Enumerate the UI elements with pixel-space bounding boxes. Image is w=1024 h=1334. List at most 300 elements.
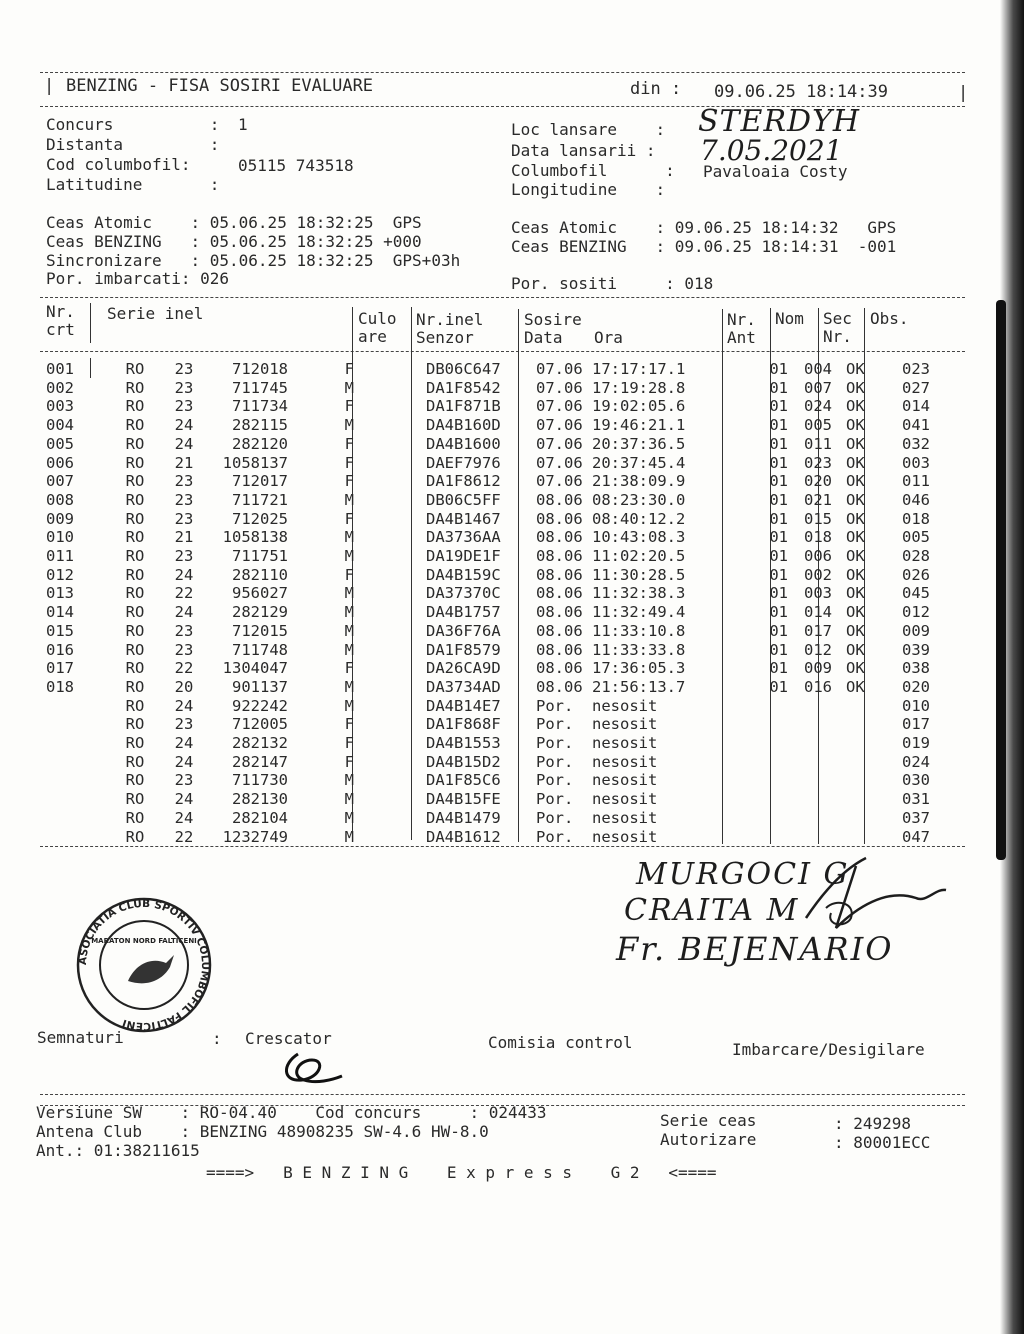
cell-ring: 1304047 xyxy=(222,659,288,678)
divider xyxy=(40,72,965,73)
cell-ora: 20:37:45.4 xyxy=(592,453,686,472)
cell-sen: DA36F76A xyxy=(426,621,501,640)
columbofil-label: Columbofil : xyxy=(511,161,675,180)
cell-ant: 01 xyxy=(769,528,788,547)
cell-date: Por. xyxy=(536,734,574,753)
cell-ant: 01 xyxy=(769,453,788,472)
table-row xyxy=(40,790,962,809)
table-row xyxy=(40,584,962,603)
cell-date: 08.06 xyxy=(536,528,583,547)
header-senzor: Senzor xyxy=(416,328,474,347)
autorizare-label: Autorizare xyxy=(660,1130,757,1149)
cell-yy: 20 xyxy=(174,677,194,696)
data-lansarii-label: Data lansarii : xyxy=(511,141,656,160)
cell-obs: 005 xyxy=(902,528,930,547)
cell-ro: RO xyxy=(125,640,145,659)
crescator-label: Crescator xyxy=(245,1029,332,1048)
table-row xyxy=(40,360,962,379)
table-row xyxy=(40,678,962,697)
cell-ant xyxy=(742,697,794,716)
sincronizare: Sincronizare : 05.06.25 18:32:25 GPS+03h xyxy=(46,251,461,270)
cell-yy: 21 xyxy=(174,453,194,472)
cell-nr: 011 xyxy=(46,547,74,566)
cell-sx: F xyxy=(344,434,354,453)
cell-nr xyxy=(40,734,106,753)
cell-nr xyxy=(40,697,106,716)
col-rule xyxy=(90,303,91,343)
cell-culo xyxy=(366,828,422,847)
cell-date: 08.06 xyxy=(536,547,583,566)
table-row xyxy=(40,379,962,398)
cell-ring: 1058137 xyxy=(222,453,288,472)
cell-date: 08.06 xyxy=(536,490,583,509)
table-row xyxy=(40,547,962,566)
cell-ora: nesosit xyxy=(592,715,658,734)
cell-sen: DA4B1467 xyxy=(426,509,501,528)
cell-nom: 005 xyxy=(804,416,832,435)
data-lansarii-handwritten: 7.05.2021 xyxy=(700,134,843,167)
cell-obs: 010 xyxy=(902,696,930,715)
cell-obs: 038 xyxy=(902,659,930,678)
cell-date: 07.06 xyxy=(536,434,583,453)
cell-ant: 01 xyxy=(769,584,788,603)
concurs-value: 1 xyxy=(238,115,248,134)
header-serie-inel: Serie inel xyxy=(107,304,204,323)
cell-ant: 01 xyxy=(769,378,788,397)
cell-date: 08.06 xyxy=(536,565,583,584)
cell-ant xyxy=(742,828,794,847)
cell-date: 08.06 xyxy=(536,621,583,640)
din-label: din : xyxy=(630,79,682,99)
cell-sx: F xyxy=(344,472,354,491)
cod-label: Cod columbofil: xyxy=(46,155,191,174)
cell-sen: DA3734AD xyxy=(426,677,501,696)
cell-ring: 282129 xyxy=(232,603,288,622)
cell-yy: 22 xyxy=(174,584,194,603)
cell-culo xyxy=(366,715,422,734)
cell-date: 08.06 xyxy=(536,603,583,622)
por-sositi: Por. sositi : 018 xyxy=(511,274,714,293)
cell-ro: RO xyxy=(125,490,145,509)
cell-sen: DA3736AA xyxy=(426,528,501,547)
cell-ring: 282120 xyxy=(232,434,288,453)
cell-sen: DB06C5FF xyxy=(426,490,501,509)
cell-sx: M xyxy=(344,416,354,435)
cell-ring: 282104 xyxy=(232,808,288,827)
cell-yy: 22 xyxy=(174,827,194,846)
cell-sec: OK xyxy=(846,677,865,696)
cell-nom: 003 xyxy=(804,584,832,603)
cell-nom: 020 xyxy=(804,472,832,491)
cell-ro: RO xyxy=(125,659,145,678)
cell-sec: OK xyxy=(846,397,865,416)
cell-nom: 017 xyxy=(804,621,832,640)
cell-yy: 23 xyxy=(174,509,194,528)
cell-yy: 24 xyxy=(174,565,194,584)
cell-culo xyxy=(366,734,422,753)
cell-ring: 922242 xyxy=(232,696,288,715)
cell-nom: 007 xyxy=(804,378,832,397)
din-value: 09.06.25 18:14:39 xyxy=(714,82,888,102)
comisia-label: Comisia control xyxy=(488,1033,633,1052)
cell-sec: OK xyxy=(846,565,865,584)
cell-nr: 018 xyxy=(46,677,74,696)
cell-ora: 17:17:17.1 xyxy=(592,360,686,378)
cell-sen: DA1F8579 xyxy=(426,640,501,659)
cell-ring: 711748 xyxy=(232,640,288,659)
cell-sx: F xyxy=(344,509,354,528)
cell-ro: RO xyxy=(125,528,145,547)
cell-nom: 023 xyxy=(804,453,832,472)
cell-ora: 20:37:36.5 xyxy=(592,434,686,453)
divider xyxy=(40,297,965,298)
cell-ant xyxy=(742,771,794,790)
cell-ring: 711721 xyxy=(232,490,288,509)
cell-obs: 028 xyxy=(902,547,930,566)
cell-ro: RO xyxy=(125,416,145,435)
cell-sen: DA1F85C6 xyxy=(426,771,501,790)
header-ant: Ant xyxy=(727,328,756,347)
cell-nom xyxy=(794,715,842,734)
cell-ro: RO xyxy=(125,771,145,790)
cell-ring: 901137 xyxy=(232,677,288,696)
table-row xyxy=(40,809,962,828)
cell-obs: 041 xyxy=(902,416,930,435)
cell-date: 08.06 xyxy=(536,677,583,696)
cell-ora: nesosit xyxy=(592,752,658,771)
concurs-label: Concurs : xyxy=(46,115,220,134)
cell-nr xyxy=(40,790,106,809)
table-row xyxy=(40,771,962,790)
cell-date: 08.06 xyxy=(536,584,583,603)
cell-obs: 045 xyxy=(902,584,930,603)
cell-yy: 23 xyxy=(174,621,194,640)
cell-sec xyxy=(842,809,892,828)
cell-sen: DA4B1757 xyxy=(426,603,501,622)
cell-obs: 030 xyxy=(902,771,930,790)
cell-sen: DA1F868F xyxy=(426,715,501,734)
cell-sx: M xyxy=(344,490,354,509)
cell-nom: 021 xyxy=(804,490,832,509)
cell-obs: 027 xyxy=(902,378,930,397)
cell-sen: DA1F8542 xyxy=(426,378,501,397)
cell-nom xyxy=(794,809,842,828)
cell-culo xyxy=(366,379,422,398)
cell-culo xyxy=(366,697,422,716)
cell-nr: 015 xyxy=(46,621,74,640)
cell-yy: 24 xyxy=(174,416,194,435)
cell-ant: 01 xyxy=(769,621,788,640)
cell-date: 07.06 xyxy=(536,360,583,378)
cell-sec: OK xyxy=(846,509,865,528)
cell-obs: 012 xyxy=(902,603,930,622)
cell-ro: RO xyxy=(125,677,145,696)
cell-ring: 711745 xyxy=(232,378,288,397)
table-row xyxy=(40,697,962,716)
cell-ring: 712005 xyxy=(232,715,288,734)
cell-nr: 014 xyxy=(46,603,74,622)
cell-date: 08.06 xyxy=(536,509,583,528)
cell-nr: 007 xyxy=(46,472,74,491)
cell-nom: 006 xyxy=(804,547,832,566)
cell-ant: 01 xyxy=(769,509,788,528)
cell-sen: DA4B1479 xyxy=(426,808,501,827)
cell-sen: DA37370C xyxy=(426,584,501,603)
cell-nom: 015 xyxy=(804,509,832,528)
cell-yy: 24 xyxy=(174,696,194,715)
cell-culo xyxy=(366,641,422,660)
cell-yy: 22 xyxy=(174,659,194,678)
cell-obs: 020 xyxy=(902,677,930,696)
cell-yy: 23 xyxy=(174,771,194,790)
cell-nr: 010 xyxy=(46,528,74,547)
cell-ro: RO xyxy=(125,715,145,734)
cell-obs: 014 xyxy=(902,397,930,416)
cell-sx: F xyxy=(344,453,354,472)
handwritten-name-2: CRAITA M xyxy=(624,893,800,928)
cell-ring: 711751 xyxy=(232,547,288,566)
por-imbarcati: Por. imbarcati: 026 xyxy=(46,269,230,288)
cell-obs: 023 xyxy=(902,360,930,378)
cell-nr xyxy=(40,753,106,772)
cell-ant: 01 xyxy=(769,677,788,696)
loc-lansare-handwritten: STERDYH xyxy=(698,104,861,139)
crescator-signature xyxy=(276,1050,346,1088)
cell-sen: DA1F871B xyxy=(426,397,501,416)
cell-ring: 282130 xyxy=(232,790,288,809)
cell-nr: 017 xyxy=(46,659,74,678)
cell-ora: 11:32:38.3 xyxy=(592,584,686,603)
cell-sen: DA4B15FE xyxy=(426,790,501,809)
divider xyxy=(40,846,965,847)
header-obs: Obs. xyxy=(870,309,909,328)
cell-sec xyxy=(842,753,892,772)
cell-nr: 003 xyxy=(46,397,74,416)
cell-sec xyxy=(842,790,892,809)
cell-ora: 11:33:33.8 xyxy=(592,640,686,659)
cell-sec: OK xyxy=(846,378,865,397)
cell-nom xyxy=(794,771,842,790)
ceas-benzing-end: Ceas BENZING : 09.06.25 18:14:31 -001 xyxy=(511,237,897,256)
cell-ant xyxy=(742,734,794,753)
cell-sx: M xyxy=(344,547,354,566)
cell-culo xyxy=(366,435,422,454)
table-row xyxy=(40,472,962,491)
cell-sx: F xyxy=(344,715,354,734)
cell-ora: nesosit xyxy=(592,827,658,846)
cell-ant: 01 xyxy=(769,360,788,378)
cell-nom xyxy=(794,697,842,716)
cell-ora: 19:46:21.1 xyxy=(592,416,686,435)
cell-obs: 031 xyxy=(902,790,930,809)
cell-ro: RO xyxy=(125,565,145,584)
cell-ora: nesosit xyxy=(592,696,658,715)
cell-ant: 01 xyxy=(769,659,788,678)
cell-nr: 016 xyxy=(46,640,74,659)
cell-culo xyxy=(366,659,422,678)
cell-sx: M xyxy=(344,584,354,603)
cell-nom xyxy=(794,790,842,809)
cell-sec: OK xyxy=(846,603,865,622)
cell-sx: F xyxy=(344,752,354,771)
cell-sec: OK xyxy=(846,528,865,547)
cell-yy: 23 xyxy=(174,378,194,397)
cell-ring: 712025 xyxy=(232,509,288,528)
cell-nom: 024 xyxy=(804,397,832,416)
cell-ro: RO xyxy=(125,734,145,753)
cell-ring: 282147 xyxy=(232,752,288,771)
cell-culo xyxy=(366,397,422,416)
cell-nr: 006 xyxy=(46,453,74,472)
cell-ro: RO xyxy=(125,453,145,472)
stamp-inner-text: MARATON NORD FALTICENI xyxy=(91,937,197,945)
cell-nr xyxy=(40,828,106,847)
cell-sec xyxy=(842,697,892,716)
header-ora: Ora xyxy=(594,328,623,347)
header-are: are xyxy=(358,327,387,346)
cell-sx: M xyxy=(344,790,354,809)
cell-yy: 24 xyxy=(174,734,194,753)
header-sosire: Sosire xyxy=(524,310,582,329)
cell-sen: DA4B160D xyxy=(426,416,501,435)
cell-ro: RO xyxy=(125,808,145,827)
cell-nom xyxy=(794,734,842,753)
cell-ora: 17:19:28.8 xyxy=(592,378,686,397)
ceas-atomic-start: Ceas Atomic : 05.06.25 18:32:25 GPS xyxy=(46,213,422,232)
cell-culo xyxy=(366,491,422,510)
benzing-express-banner: ====> B E N Z I N G E x p r e s s G 2 <==== xyxy=(206,1163,717,1182)
cell-sec: OK xyxy=(846,547,865,566)
cell-sec: OK xyxy=(846,434,865,453)
table-row xyxy=(40,659,962,678)
cell-ant: 01 xyxy=(769,565,788,584)
cell-obs: 032 xyxy=(902,434,930,453)
cell-obs: 039 xyxy=(902,640,930,659)
header-crt: crt xyxy=(46,320,75,339)
cell-date: Por. xyxy=(536,771,574,790)
cell-ora: 10:43:08.3 xyxy=(592,528,686,547)
imbarcare-label: Imbarcare/Desigilare xyxy=(732,1040,925,1059)
columbofil-value: Pavaloaia Costy xyxy=(703,162,848,181)
cell-yy: 24 xyxy=(174,790,194,809)
cell-ro: RO xyxy=(125,378,145,397)
table-row xyxy=(40,491,962,510)
cell-sen: DA1F8612 xyxy=(426,472,501,491)
cell-nom xyxy=(794,828,842,847)
cell-yy: 21 xyxy=(174,528,194,547)
cell-date: 07.06 xyxy=(536,453,583,472)
cell-obs: 046 xyxy=(902,490,930,509)
table-row xyxy=(40,715,962,734)
serie-ceas-label: Serie ceas xyxy=(660,1111,757,1130)
header-nr-ant: Nr. xyxy=(727,310,756,329)
cell-nr xyxy=(40,809,106,828)
cell-ant xyxy=(742,790,794,809)
cell-sx: F xyxy=(344,734,354,753)
table-row xyxy=(40,566,962,585)
cell-ro: RO xyxy=(125,584,145,603)
cell-nr: 005 xyxy=(46,434,74,453)
cell-ant: 01 xyxy=(769,472,788,491)
cell-ant xyxy=(742,809,794,828)
cell-culo xyxy=(366,416,422,435)
cell-sec: OK xyxy=(846,416,865,435)
cell-nom: 014 xyxy=(804,603,832,622)
cell-sx: M xyxy=(344,640,354,659)
cell-ring: 956027 xyxy=(232,584,288,603)
handwritten-name-1: MURGOCI G xyxy=(636,857,850,892)
cell-ant: 01 xyxy=(769,416,788,435)
cell-date: Por. xyxy=(536,790,574,809)
cell-date: Por. xyxy=(536,752,574,771)
cell-nom: 018 xyxy=(804,528,832,547)
cell-sen: DA4B15D2 xyxy=(426,752,501,771)
cell-sx: M xyxy=(344,528,354,547)
cell-yy: 23 xyxy=(174,640,194,659)
cell-nom: 004 xyxy=(804,360,832,378)
cell-ring: 712017 xyxy=(232,472,288,491)
cell-ant xyxy=(742,753,794,772)
cell-sx: M xyxy=(344,696,354,715)
table-row xyxy=(40,641,962,660)
cell-ro: RO xyxy=(125,472,145,491)
cell-sx: F xyxy=(344,360,354,378)
cell-ora: 11:33:10.8 xyxy=(592,621,686,640)
cell-ring: 282110 xyxy=(232,565,288,584)
cell-date: Por. xyxy=(536,715,574,734)
cell-yy: 24 xyxy=(174,603,194,622)
cell-ora: nesosit xyxy=(592,808,658,827)
cell-ora: 11:02:20.5 xyxy=(592,547,686,566)
cell-nr: 004 xyxy=(46,416,74,435)
cell-date: Por. xyxy=(536,808,574,827)
longitudine-label: Longitudine : xyxy=(511,180,666,199)
cell-obs: 024 xyxy=(902,752,930,771)
cell-ring: 282115 xyxy=(232,416,288,435)
cell-ro: RO xyxy=(125,509,145,528)
cell-ro: RO xyxy=(125,603,145,622)
cell-sen: DA4B1600 xyxy=(426,434,501,453)
ceas-benzing-start: Ceas BENZING : 05.06.25 18:32:25 +000 xyxy=(46,232,422,251)
cell-culo xyxy=(366,622,422,641)
cell-sec: OK xyxy=(846,490,865,509)
cell-sen: DA19DE1F xyxy=(426,547,501,566)
cell-yy: 23 xyxy=(174,360,194,378)
cell-date: 07.06 xyxy=(536,378,583,397)
table-row xyxy=(40,622,962,641)
cell-culo xyxy=(366,771,422,790)
cell-sen: DA4B159C xyxy=(426,565,501,584)
cell-sen: DA4B14E7 xyxy=(426,696,501,715)
cell-culo xyxy=(366,510,422,529)
cell-sx: F xyxy=(344,397,354,416)
ceas-atomic-end: Ceas Atomic : 09.06.25 18:14:32 GPS xyxy=(511,218,897,237)
cell-ro: RO xyxy=(125,397,145,416)
cell-culo xyxy=(366,547,422,566)
cell-ora: 11:30:28.5 xyxy=(592,565,686,584)
cell-nr: 001 xyxy=(46,360,74,378)
cell-sec: OK xyxy=(846,621,865,640)
cell-nr: 012 xyxy=(46,565,74,584)
latitudine-label: Latitudine : xyxy=(46,175,220,194)
cell-ora: nesosit xyxy=(592,771,658,790)
table-row xyxy=(40,734,962,753)
club-stamp xyxy=(66,893,222,1033)
cell-culo xyxy=(366,360,422,379)
cell-culo xyxy=(366,809,422,828)
divider xyxy=(40,1094,965,1095)
semnaturi-label: Semnaturi xyxy=(37,1028,124,1047)
